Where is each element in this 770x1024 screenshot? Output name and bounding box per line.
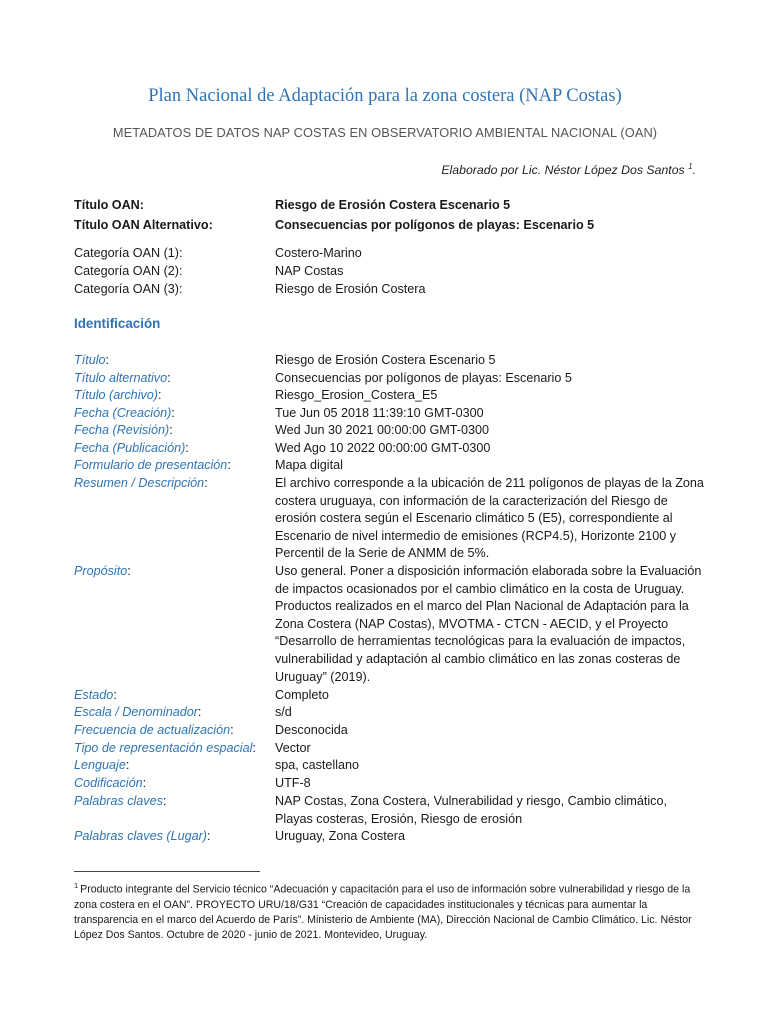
ident-value: El archivo corresponde a la ubicación de 211 polígonos de playas de la Zona costera uruguaya, con información de la caracterización del Riesgo de erosión costera según el Escenario climático 5 (E5), correspondiente al Escenario de nivel intermedio de emisiones (RCP4.5), Horizonte 2100 y Percentil de la Serie de ANMM de 5%. xyxy=(275,476,704,561)
ident-value: Riesgo de Erosión Costera Escenario 5 xyxy=(275,353,496,367)
footnote xyxy=(74,878,698,943)
category-key: Categoría OAN (3): xyxy=(74,282,183,296)
author-footnote-ref: 1 xyxy=(688,162,693,171)
ident-key: Título xyxy=(74,353,106,367)
ident-value: Tue Jun 05 2018 11:39:10 GMT-0300 xyxy=(275,406,484,420)
ident-value: Vector xyxy=(275,741,311,755)
ident-value: Uso general. Poner a disposición información elaborada sobre la Evaluación de impactos ocasionados por el cambio climático en la costa de Uruguay. Productos realizados en el marco del Plan Nacional de Adaptación para la Zona Costera (NAP Costas), MVOTMA - CTCN - AECID, y el Proyecto “Desarrollo de herramientas tecnológicas para la evaluación de impactos, vulnerabilidad y adaptación al cambio climático en las zonas costeras de Uruguay” (2019). xyxy=(275,564,702,684)
ident-value: Mapa digital xyxy=(275,458,343,472)
footnote-ref: 1 xyxy=(74,881,79,890)
document-subtitle: METADATOS DE DATOS NAP COSTAS EN OBSERVATORIO AMBIENTAL NACIONAL (OAN) xyxy=(112,125,658,140)
category-key: Categoría OAN (1): xyxy=(74,246,183,260)
document-page: Plan Nacional de Adaptación para la zona costera (NAP Costas) METADATOS DE DATOS NAP COSTAS EN OBSERVATORIO AMBIENTAL NACIONAL (OAN) Elaborado por Lic. Néstor López Dos Santos $^1$. Título OAN: Riesgo de Erosión Costera Escenario 5 Título OAN Alternativo: Consecuencias por polígonos de playas: Escenario 5 Categoría OAN (1): Costero-Marino Categoría OAN (2): NAP Costas Categoría OAN (3): Riesgo de Erosión Costera Identificación Título: Riesgo de Erosión Costera Escenario 5 Título alternativo: Consecuencias por polígonos de playas: Escenario 5 Título (archivo): Riesgo_Erosion_Costera_E5 Fecha (Creación): Tue Jun 05 2018 11:39:10 GMT-0300 Fecha (Revisión): Wed Jun 30 2021 00:00:00 GMT-0300 Fecha (Publicación): Wed Ago 10 2022 00:00:00 GMT-0300 Formulario de presentación: Mapa digital Resumen / Descripción: El archivo corresponde a la ubicación de 211 polígonos de playas de la Zona costera uruguaya, con información de la caracterización del Riesgo de erosión costera según el Escenario climático 5 (E5), correspondiente al Escenario de nivel intermedio de emisiones (RCP4.5), Horizonte 2100 y Percentil de la Serie de ANMM de 5%. Propósito: Uso general. Poner a disposición información elaborada sobre la Evaluación de impactos ocasionados por el cambio climático en la costa de Uruguay. Productos realizados en el marco del Plan Nacional de Adaptación para la Zona Costera (NAP Costas), MVOTMA - CTCN - AECID, y el Proyecto “Desarrollo de herramientas tecnológicas para la evaluación de impactos, vulnerabilidad y adaptación al cambio climático en las zonas costeras de Uruguay” (2019). Estado: Completo Escala / Denominador: s/d Frecuencia de actualización: Desconocida Tipo de representación espacial: Vector Lenguaje: spa, castellano Codificación: UTF-8 Palabras claves: NAP Costas, Zona Costera, Vulnerabilidad y riesgo, Cambio climático, Playas costeras, Erosión, Riesgo de erosión Palabras claves (Lugar): Uruguay, Zona Costera $^1$ Producto integrante del Servicio técnico “Adecuación y capacitación para el uso de información sobre vulnerabilidad y riesgo de la zona costera en el OAN”. PROYECTO URU/18/G31 “Creación de capacidades institucionales y técnicas para aumentar la transparencia en el marco del Acuerdo de París”. Ministerio de Ambiente (MA), Dirección Nacional de Cambio Climático. Lic. Néstor López Dos Santos. Octubre de 2020 - junio de 2021. Montevideo, Uruguay. xyxy=(0,0,770,1024)
ident-key: Estado xyxy=(74,688,114,702)
category-value: Riesgo de Erosión Costera xyxy=(275,282,426,296)
ident-key: Título (archivo) xyxy=(74,388,158,402)
ident-key: Título alternativo xyxy=(74,371,168,385)
ident-value: Desconocida xyxy=(275,723,348,737)
title-oan-value: Riesgo de Erosión Costera Escenario 5 xyxy=(275,198,511,212)
ident-value: s/d xyxy=(275,705,292,719)
ident-key: Lenguaje xyxy=(74,758,126,772)
ident-value: Consecuencias por polígonos de playas: Escenario 5 xyxy=(275,371,572,385)
ident-value: Riesgo_Erosion_Costera_E5 xyxy=(275,388,438,402)
ident-key: Frecuencia de actualización xyxy=(74,723,231,737)
ident-value: Wed Ago 10 2022 00:00:00 GMT-0300 xyxy=(275,441,491,455)
ident-value: Wed Jun 30 2021 00:00:00 GMT-0300 xyxy=(275,423,490,437)
footnote-text: Producto integrante del Servicio técnico “Adecuación y capacitación para el uso de información sobre vulnerabilidad y riesgo de la zona costera en el OAN”. PROYECTO URU/18/G31 “Creación de capacidades institucionales y técnicas para aumentar la transparencia en el marco del Acuerdo de París”. Ministerio de Ambiente (MA), Dirección Nacional de Cambio Climático. Lic. Néstor López Dos Santos. Octubre de 2020 - junio de 2021. Montevideo, Uruguay. xyxy=(74,883,692,941)
ident-key: Resumen / Descripción xyxy=(74,476,205,490)
author-end: . xyxy=(692,163,696,178)
ident-value: UTF-8 xyxy=(275,776,311,790)
author-name: Elaborado por Lic. Néstor López Dos Santos xyxy=(441,163,685,178)
author-line xyxy=(441,162,696,177)
ident-key: Propósito xyxy=(74,564,128,578)
ident-key: Fecha (Creación) xyxy=(74,406,172,420)
ident-key: Palabras claves (Lugar) xyxy=(74,829,207,843)
title-oan-alt-key: Título OAN Alternativo: xyxy=(74,218,213,232)
ident-key: Palabras claves xyxy=(74,794,163,808)
title-oan-alt-value: Consecuencias por polígonos de playas: Escenario 5 xyxy=(275,218,595,232)
ident-key: Tipo de representación espacial xyxy=(74,741,253,755)
ident-key: Fecha (Revisión) xyxy=(74,423,170,437)
ident-key: Codificación xyxy=(74,776,143,790)
section-heading-identificacion: Identificación xyxy=(74,316,161,331)
footnote-separator xyxy=(74,871,260,872)
ident-value: Completo xyxy=(275,688,329,702)
ident-value: Uruguay, Zona Costera xyxy=(275,829,405,843)
document-title: Plan Nacional de Adaptación para la zona costera (NAP Costas) xyxy=(148,86,622,106)
category-value: NAP Costas xyxy=(275,264,344,278)
ident-key: Formulario de presentación xyxy=(74,458,228,472)
ident-key: Fecha (Publicación) xyxy=(74,441,186,455)
ident-value: NAP Costas, Zona Costera, Vulnerabilidad y riesgo, Cambio climático, Playas costeras, Erosión, Riesgo de erosión xyxy=(275,794,667,826)
ident-value: spa, castellano xyxy=(275,758,360,772)
category-value: Costero-Marino xyxy=(275,246,362,260)
title-oan-key: Título OAN: xyxy=(74,198,144,212)
ident-key: Escala / Denominador xyxy=(74,705,198,719)
category-key: Categoría OAN (2): xyxy=(74,264,183,278)
